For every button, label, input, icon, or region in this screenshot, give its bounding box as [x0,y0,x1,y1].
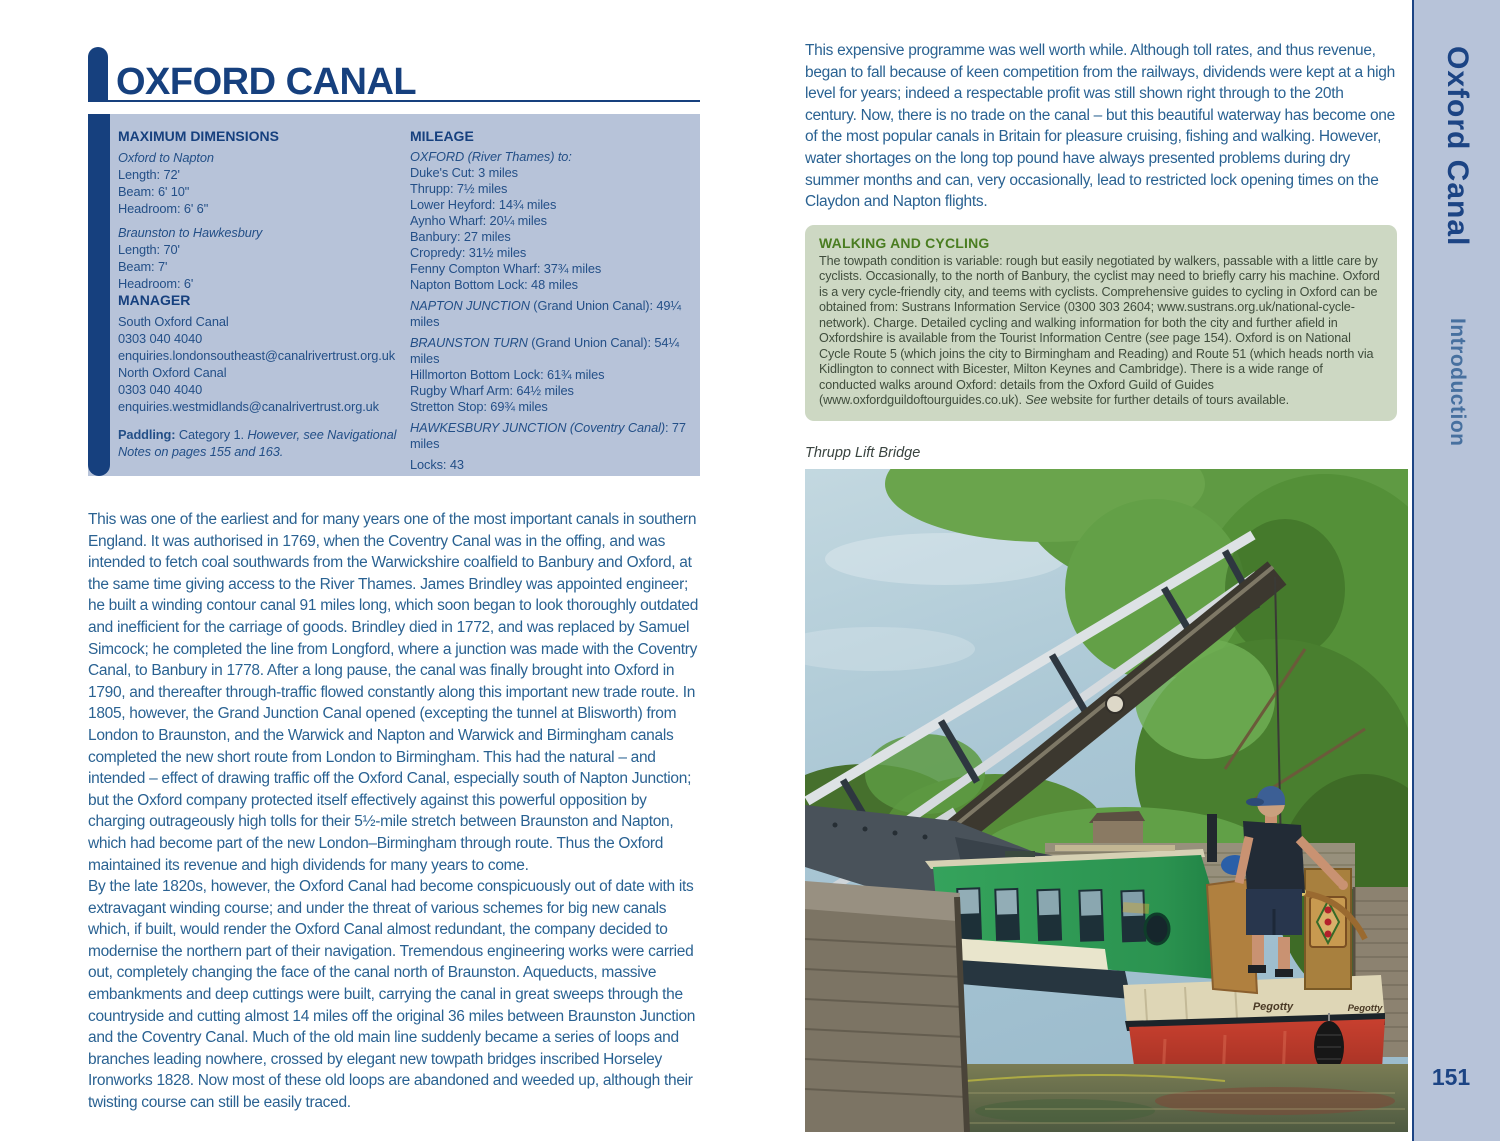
dimensions-list [118,149,410,292]
dimension-line: Beam: 6' 10" [118,184,190,199]
mileage-line: Locks: 43 [410,457,464,472]
page-number: 151 [1431,1064,1471,1090]
paddling-note [118,426,404,460]
mileage-line: NAPTON JUNCTION (Grand Union Canal): 49¼ miles [410,298,681,329]
manager-list [118,313,410,415]
mileage-line: Duke's Cut: 3 miles [410,165,518,180]
lock-wall [805,881,967,1132]
mileage-heading: MILEAGE [410,128,474,144]
manager-line: enquiries.westmidlands@canalrivertrust.org.uk [118,399,379,414]
mileage-line: Banbury: 27 miles [410,229,511,244]
walking-cycling-line: The towpath condition is variable: rough but easily negotiated by walkers, passable with a little care by cyclists. Occasionally, to the north of Banbury, the cyclist may need to briefly carry his machine. Oxford is a very cycle-friendly city, and teems with cyclists. Comprehensive guides to cycling in Oxford can be obtained from: Sustrans Information Service (0300 303 2604; www.sustrans.org.uk/national-cycle-network). Charge. Detailed cycling and walking information for both the city and further afield in Oxfordshire is available from the Tourist Information Centre (see page 154). Oxford is on National Cycle Route 5 (which joins the city to Birmingham and Reading) and Route 51 (which heads north via Kidlington to connect with Bicester, Milton Keynes and Cambridge). There is a wide range of conducted walks around Oxford: details from the Oxford Guild of Guides (www.oxfordguildoftourguides.co.uk). See website for further details of tours available. [819,253,1380,408]
mileage-line: BRAUNSTON TURN (Grand Union Canal): 54¼ miles [410,335,679,366]
left-column [88,44,700,1114]
mileage-line: Fenny Compton Wharf: 37¾ miles [410,261,602,276]
photo-thrupp-lift-bridge [805,469,1408,1132]
page-title: OXFORD CANAL [116,61,417,103]
dimension-line: Headroom: 6' 6" [118,201,209,216]
history-paragraph-1: This was one of the earliest and for many years one of the most important canals in southern England. It was authorised in 1769, when the Coventry Canal was in the offing, and was intended to fetch coal southwards from the Warwickshire coalfield to Banbury and Oxford, at the same time giving access to the River Thames. James Brindley was appointed engineer; he built a winding contour canal 91 miles long, which soon began to look thoroughly outdated and inefficient for the carriage of goods. Brindley died in 1772, and was replaced by Samuel Simcock; he completed the line from Longford, where a junction was made with the Coventry Canal, to Banbury in 1778. After a long pause, the canal was finally brought into Oxford in 1790, and thereafter through-traffic flowed constantly along this important new trade route. In 1805, however, the Grand Junction Canal opened (excepting the tunnel at Blisworth) from London to Braunston, and the Warwick and Napton and Warwick and Birmingham canals completed the new short route from London to Birmingham. This had the natural – and intended – effect of drawing traffic off the Oxford Canal, especially south of Napton Junction; but the Oxford company protected itself effectively against this powerful opposition by charging outrageously high tolls for their 5½-mile stretch between Braunston and Napton, which had become part of the new London–Birmingham through route. Thus the Oxford maintained its revenue and high dividends for many years to come. [88,511,699,874]
mileage-line: Napton Bottom Lock: 48 miles [410,277,578,292]
walking-cycling-box [805,225,1397,421]
right-column [805,40,1408,1132]
side-tab-chapter: Oxford Canal [1441,46,1474,247]
boat-name-text: Pegotty [1252,1000,1294,1013]
side-tab-section: Introduction [1446,318,1469,447]
dimension-line: Length: 72' [118,167,180,182]
mileage-column [410,128,688,473]
dimensions-heading: MAXIMUM DIMENSIONS [118,128,279,144]
manager-line: South Oxford Canal [118,314,229,329]
info-box [88,114,700,476]
canal-water [935,1064,1408,1132]
history-paragraph-2: By the late 1820s, however, the Oxford Canal had become conspicuously out of date with its extravagant winding course; and under the threat of various schemes for big new canals which, if built, would render the Oxford Canal almost redundant, the company decided to modernise the northern part of their navigation. Tremendous engineering works were carried out, completely changing the face of the canal north of Braunston. Aqueducts, massive embankments and deep cuttings were built, carrying the canal in great sweeps through the countryside and cutting almost 14 miles off the original 36 miles between Braunston Junction and the Coventry Canal. Much of the old main line suddenly became a series of loops and branches leading nowhere, crossed by elegant new towpath bridges inscribed Horseley Ironworks 1828. Now most of these old loops are abandoned and weeded up, although their twisting course can still be easily traced. [88,878,696,1112]
photo-caption: Thrupp Lift Bridge [805,444,921,461]
paddling-line: Paddling: Category 1. However, see Navigational Notes on pages 155 and 163. [118,427,397,459]
dimension-line: Braunston to Hawkesbury [118,225,263,240]
walking-cycling-text [819,254,1383,409]
mileage-line: Rugby Wharf Arm: 64½ miles [410,383,574,398]
mileage-line: Cropredy: 31½ miles [410,245,527,260]
boat-name-text-2: Pegotty [1347,1002,1383,1014]
dimensions-column [118,128,410,473]
walking-cycling-heading: WALKING AND CYCLING [819,234,990,251]
history-text [88,509,700,1114]
mileage-line: HAWKESBURY JUNCTION (Coventry Canal): 77 miles [410,420,686,451]
info-box-accent-bar [88,114,110,476]
title-block [88,44,700,103]
mileage-line: Hillmorton Bottom Lock: 61¾ miles [410,367,605,382]
mileage-line: Thrupp: 7½ miles [410,181,508,196]
manager-line: North Oxford Canal [118,365,227,380]
title-accent-mark [88,47,108,100]
manager-line: 0303 040 4040 [118,331,203,346]
dimension-line: Length: 70' [118,242,180,257]
manager-line: 0303 040 4040 [118,382,203,397]
mileage-line: OXFORD (River Thames) to: [410,149,572,164]
mileage-line: Lower Heyford: 14¾ miles [410,197,557,212]
dimension-line: Beam: 7' [118,259,168,274]
dimension-line: Headroom: 6' [118,276,194,291]
dimension-line: Oxford to Napton [118,150,214,165]
manager-line: enquiries.londonsoutheast@canalrivertrust.org.uk [118,348,396,363]
mileage-list [410,149,688,473]
side-tab [1412,0,1500,1141]
manager-heading: MANAGER [118,292,191,308]
mileage-line: Stretton Stop: 69¾ miles [410,399,548,414]
intro-paragraph: This expensive programme was well worth while. Although toll rates, and thus revenue, began to fall because of keen competition from the railways, dividends were kept at a high level for years; indeed a respectable profit was still shown right through to the 20th century. Now, there is no trade on the canal – but this beautiful waterway has become one of the most popular canals in Britain for pleasure cruising, fishing and walking. However, water shortages on the long top pound have always presented problems during dry summer months and can, very occasionally, lead to restricted lock opening times on the Claydon and Napton flights. [805,42,1395,211]
mileage-line: Aynho Wharf: 20¼ miles [410,213,547,228]
